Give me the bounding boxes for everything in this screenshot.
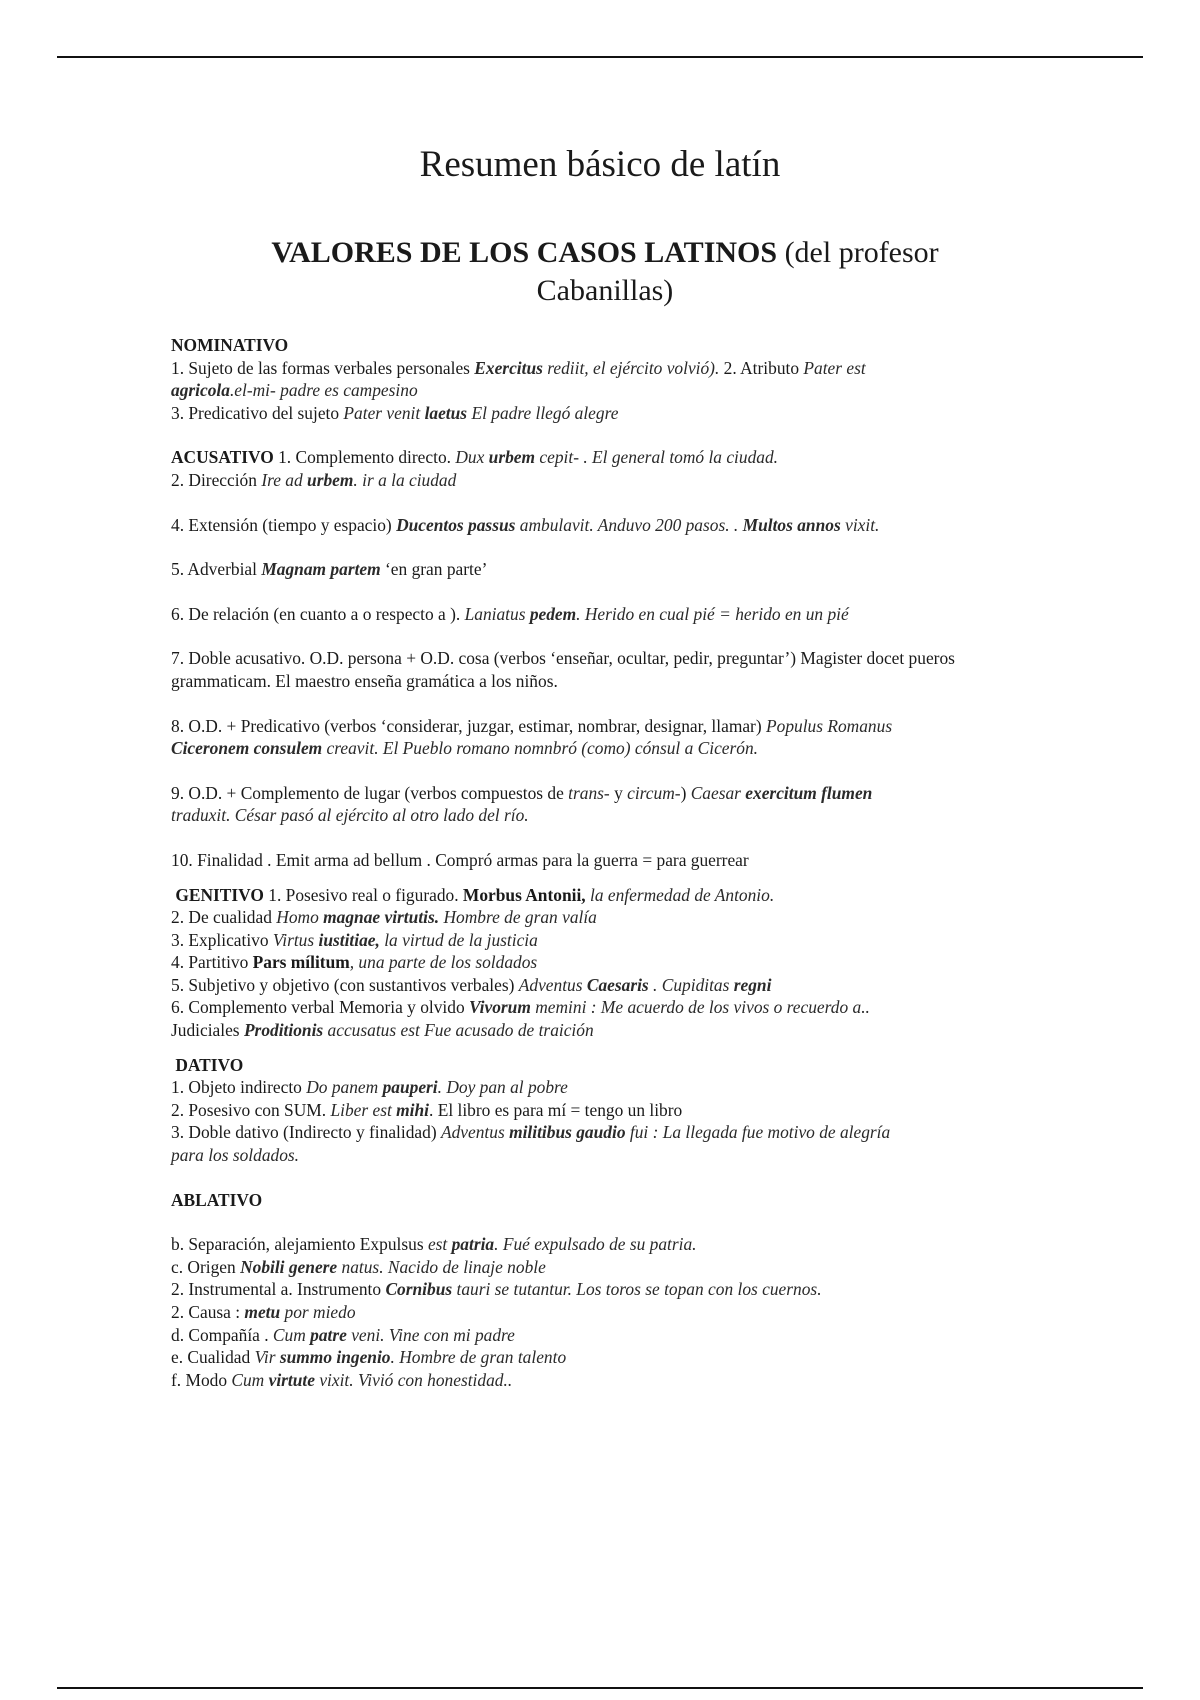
top-rule (57, 56, 1143, 58)
section-heading: ACUSATIVO (171, 447, 274, 468)
text-line: 4. Partitivo Pars mílitum, una parte de los soldados (171, 952, 538, 973)
text-line: 2. Instrumental a. Instrumento Cornibus tauri se tutantur. Los toros se topan con los cuernos. (171, 1279, 822, 1300)
section-heading: DATIVO (175, 1054, 244, 1075)
page-title: Resumen básico de latín (419, 144, 781, 185)
document-body (171, 334, 1041, 1391)
text-line: GENITIVO 1. Posesivo real o figurado. Morbus Antonii, la enfermedad de Antonio. (175, 884, 775, 905)
text-line: e. Cualidad Vir summo ingenio. Hombre de gran talento (171, 1347, 567, 1368)
text-line: ACUSATIVO 1. Complemento directo. Dux urbem cepit- . El general tomó la ciudad. (171, 447, 778, 468)
subtitle-rest: (del profesor Cabanillas) (536, 236, 939, 307)
text-line: 10. Finalidad . Emit arma ad bellum . Compró armas para la guerra = para guerrear (171, 849, 749, 870)
text-line: 3. Doble dativo (Indirecto y finalidad) Adventus militibus gaudio fui : La llegada fue motivo de alegría (171, 1122, 891, 1143)
text-line: 8. O.D. + Predicativo (verbos ‘considerar, juzgar, estimar, nombrar, designar, llamar) Populus Romanus (171, 715, 893, 736)
section-dativo (171, 1054, 1041, 1167)
text-line: 3. Predicativo del sujeto Pater venit laetus El padre llegó alegre (171, 402, 619, 423)
text-line: 1. Objeto indirecto Do panem pauperi. Doy pan al pobre (171, 1077, 568, 1098)
text-line: 2. Dirección Ire ad urbem. ir a la ciudad (171, 469, 457, 490)
section-acusativo (171, 446, 1041, 871)
text-line: traduxit. César pasó al ejército al otro lado del río. (171, 805, 529, 826)
text-line: 6. De relación (en cuanto a o respecto a ). Laniatus pedem. Herido en cual pié = herido en un pié (171, 603, 849, 624)
text-paragraph: 7. Doble acusativo. O.D. persona + O.D. cosa (verbos ‘enseñar, ocultar, pedir, preguntar’) Magister docet pueros grammaticam. El maestro enseña gramática a los niños. (171, 648, 955, 691)
text-line: f. Modo Cum virtute vixit. Vivió con honestidad.. (171, 1369, 513, 1390)
text-line: d. Compañía . Cum patre veni. Vine con mi padre (171, 1324, 515, 1345)
text-line: 2. Posesivo con SUM. Liber est mihi. El libro es para mí = tengo un libro (171, 1099, 683, 1120)
section-ablativo (171, 1189, 1041, 1392)
text-line: Ciceronem consulem creavit. El Pueblo romano nomnbró (como) cónsul a Cicerón. (171, 738, 759, 759)
section-heading: ABLATIVO (171, 1189, 263, 1210)
text-line: 2. De cualidad Homo magnae virtutis. Hombre de gran valía (171, 907, 597, 928)
bottom-rule (57, 1687, 1143, 1689)
text-line: b. Separación, alejamiento Expulsus est patria. Fué expulsado de su patria. (171, 1234, 697, 1255)
text-line: 5. Adverbial Magnam partem ‘en gran parte’ (171, 559, 488, 580)
text-line: para los soldados. (171, 1145, 300, 1166)
text-line: 5. Subjetivo y objetivo (con sustantivos verbales) Adventus Caesaris . Cupiditas regni (171, 974, 772, 995)
text-line: 3. Explicativo Virtus iustitiae, la virtud de la justicia (171, 929, 538, 950)
subtitle-bold: VALORES DE LOS CASOS LATINOS (271, 236, 778, 269)
section-genitivo (171, 884, 1041, 1042)
text-line: 9. O.D. + Complemento de lugar (verbos compuestos de trans- y circum-) Caesar exercitum flumen (171, 782, 873, 803)
section-heading: NOMINATIVO (171, 335, 289, 355)
text-line: 1. Sujeto de las formas verbales personales Exercitus rediit, el ejército volvió). 2. Atributo Pater est (171, 357, 866, 378)
section-heading: GENITIVO (175, 884, 264, 905)
text-line: agricola.el-mi- padre es campesino (171, 380, 418, 401)
text-line: c. Origen Nobili genere natus. Nacido de linaje noble (171, 1256, 546, 1277)
text-line: Judiciales Proditionis accusatus est Fue acusado de traición (171, 1020, 594, 1041)
page-subtitle (240, 234, 970, 310)
text-line: 6. Complemento verbal Memoria y olvido Vivorum memini : Me acuerdo de los vivos o recuerdo a.. (171, 997, 870, 1018)
section-nominativo (171, 334, 1041, 424)
text-line: 4. Extensión (tiempo y espacio) Ducentos passus ambulavit. Anduvo 200 pasos. . Multos annos vixit. (171, 514, 880, 535)
text-line: 2. Causa : metu por miedo (171, 1302, 356, 1322)
